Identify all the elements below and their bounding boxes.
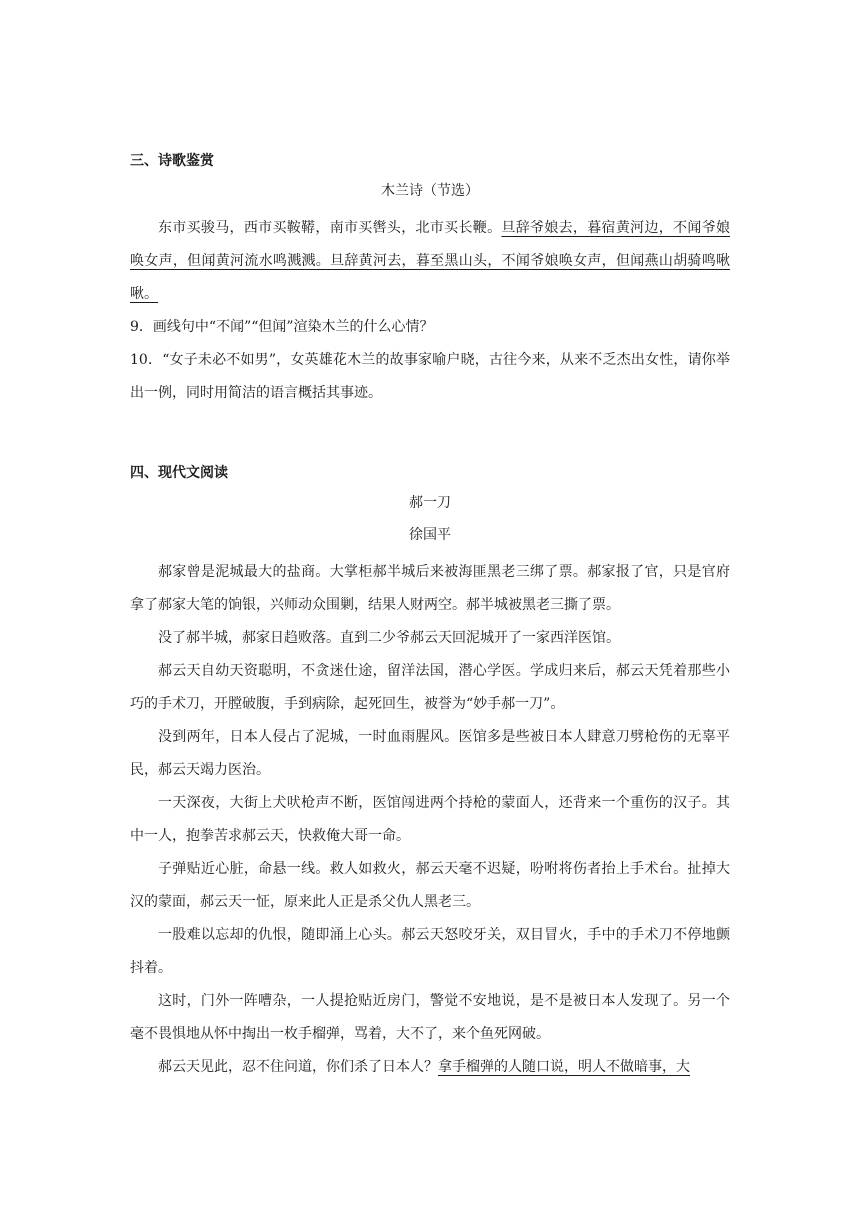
question-9: 9．画线句中“不闻”“但闻”渲染木兰的什么心情？ xyxy=(130,319,434,335)
page-content xyxy=(130,150,730,1084)
paragraph-plain-text: 郝云天见此，忍不住问道，你们杀了日本人？ xyxy=(158,1059,438,1075)
article-paragraph: 子弹贴近心脏，命悬一线。救人如救火，郝云天毫不迟疑，吩咐将伤者抬上手术台。扯掉大汉的蒙面，郝云天一怔，原来此人正是杀父仇人黑老三。 xyxy=(130,861,730,910)
paragraph-underlined-text: 拿手榴弹的人随口说，明人不做暗事，大 xyxy=(438,1059,690,1075)
article-paragraph: 没到两年，日本人侵占了泥城，一时血雨腥风。医馆多是些被日本人肆意刀劈枪伤的无辜平民，郝云天竭力医治。 xyxy=(130,729,730,778)
article-paragraph xyxy=(130,1051,730,1084)
poem-underlined-text: 旦辞爷娘去，暮宿黄河边，不闻爷娘唤女声，但闻黄河流水鸣溅溅。旦辞黄河去，暮至黑山头，不闻爷娘唤女声，但闻燕山胡骑鸣啾啾。 xyxy=(130,220,731,302)
section-heading: 四、现代文阅读 xyxy=(130,465,228,481)
poem-text xyxy=(130,212,730,311)
section-poetry xyxy=(130,150,730,410)
article-paragraph: 一股难以忘却的仇恨，随即涌上心头。郝云天怒咬牙关，双目冒火，手中的手术刀不停地颤抖着。 xyxy=(130,927,730,976)
question-10: 10．“女子未必不如男”，女英雄花木兰的故事家喻户晓，古往今来，从来不乏杰出女性，请你举出一例，同时用简洁的语言概括其事迹。 xyxy=(130,352,730,401)
poem-title: 木兰诗（节选） xyxy=(381,183,479,199)
section-modern-reading xyxy=(130,462,730,1084)
article-author: 徐国平 xyxy=(409,527,451,543)
article-paragraph: 郝云天自幼天资聪明，不贪迷仕途，留洋法国，潜心学医。学成归来后，郝云天凭着那些小巧的手术刀，开膛破腹，手到病除，起死回生，被誉为“妙手郝一刀”。 xyxy=(130,663,730,712)
article-paragraph: 这时，门外一阵嘈杂，一人提抢贴近房门，警觉不安地说，是不是被日本人发现了。另一个毫不畏惧地从怀中掏出一枚手榴弹，骂着，大不了，来个鱼死网破。 xyxy=(130,993,730,1042)
section-heading: 三、诗歌鉴赏 xyxy=(130,153,214,169)
poem-plain-text: 东市买骏马，西市买鞍鞯，南市买辔头，北市买长鞭。 xyxy=(158,220,502,236)
article-title: 郝一刀 xyxy=(409,495,451,511)
article-paragraph: 一天深夜，大街上犬吠枪声不断，医馆闯进两个持枪的蒙面人，还背来一个重伤的汉子。其中一人，抱拳苦求郝云天，快救俺大哥一命。 xyxy=(130,795,730,844)
article-paragraph: 郝家曾是泥城最大的盐商。大掌柜郝半城后来被海匪黑老三绑了票。郝家报了官，只是官府拿了郝家大笔的饷银，兴师动众围剿，结果人财两空。郝半城被黑老三撕了票。 xyxy=(130,564,730,613)
article-paragraph: 没了郝半城，郝家日趋败落。直到二少爷郝云天回泥城开了一家西洋医馆。 xyxy=(158,630,620,646)
